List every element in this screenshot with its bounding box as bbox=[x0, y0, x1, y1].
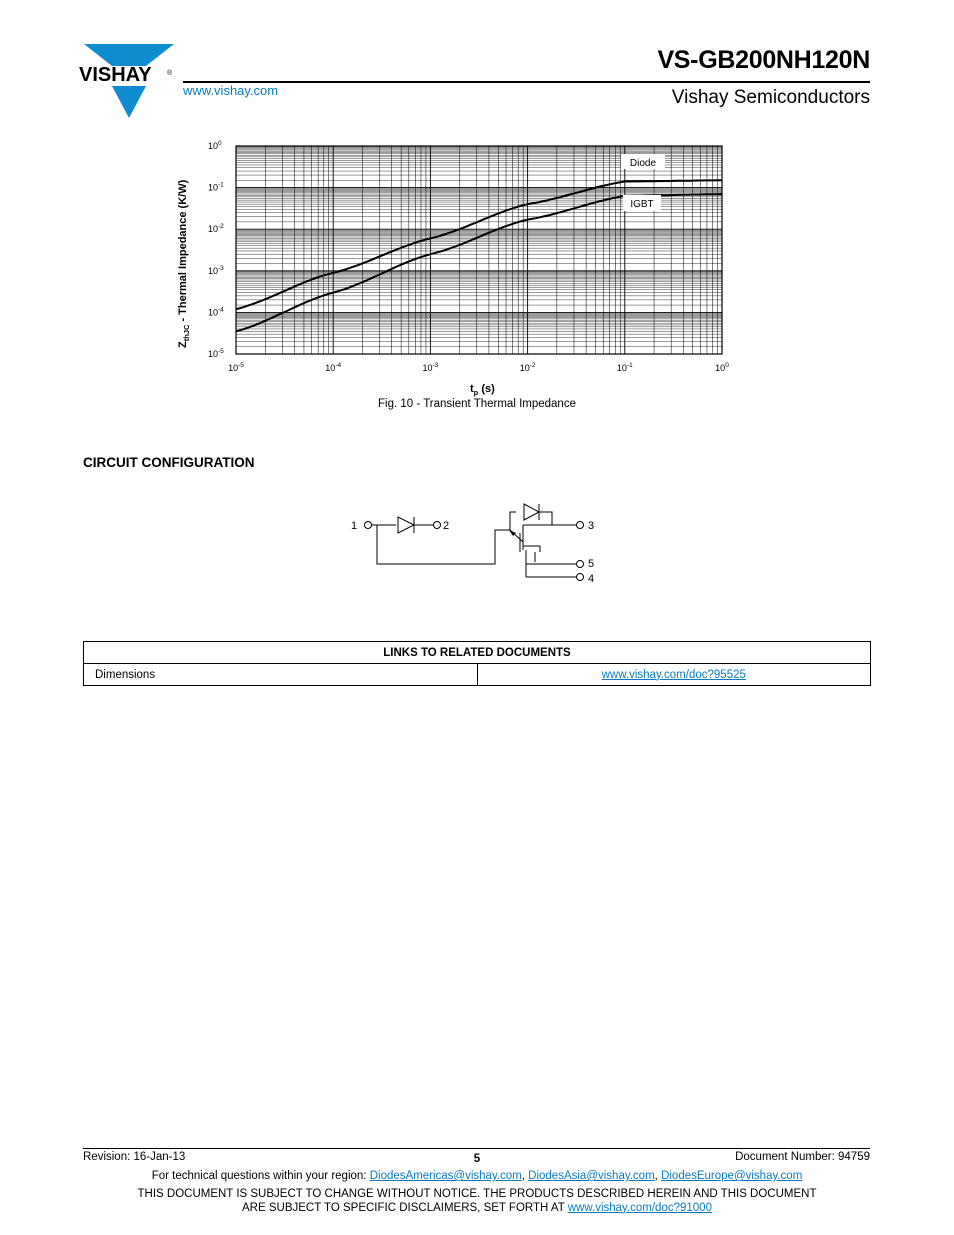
y-tick-label: $10^0$ bbox=[208, 140, 222, 151]
pin-5-label: 5 bbox=[588, 558, 595, 570]
svg-text:VISHAY: VISHAY bbox=[79, 64, 152, 86]
x-tick-label: $10^{-3}$ bbox=[422, 362, 439, 373]
y-tick-label: $10^{-1}$ bbox=[208, 181, 224, 193]
pin-2-label: 2 bbox=[443, 520, 450, 532]
dimensions-label: Dimensions bbox=[84, 664, 478, 686]
email-europe-link[interactable]: DiodesEurope@vishay.com bbox=[661, 1170, 803, 1182]
chart-grid bbox=[236, 146, 722, 354]
product-title: VS-GB200NH120N bbox=[657, 46, 870, 74]
legend-diode: Diode bbox=[629, 158, 657, 169]
figure-caption: Fig. 10 - Transient Thermal Impedance bbox=[378, 398, 576, 410]
company-name: Vishay Semiconductors bbox=[671, 87, 870, 108]
related-documents-header: LINKS TO RELATED DOCUMENTS bbox=[84, 642, 871, 664]
technical-contact: For technical questions within your region: DiodesAmericas@vishay.com, DiodesAsia@vishay.com, DiodesEurope@vishay.com bbox=[151, 1170, 803, 1182]
disclaimer-link[interactable]: www.vishay.com/doc?91000 bbox=[567, 1201, 712, 1214]
x-tick-label: $10^{-4}$ bbox=[325, 362, 342, 373]
email-asia-link[interactable]: DiodesAsia@vishay.com bbox=[528, 1170, 655, 1182]
legend-igbt-box bbox=[623, 195, 661, 211]
plot-frame bbox=[236, 146, 722, 354]
vishay-website-link[interactable]: www.vishay.com bbox=[183, 83, 279, 98]
pin-3-label: 3 bbox=[588, 520, 595, 532]
header-divider bbox=[183, 81, 870, 83]
document-number: Document Number: 94759 bbox=[735, 1151, 870, 1163]
circuit-diagram bbox=[340, 490, 620, 590]
page-number: 5 bbox=[473, 1153, 481, 1165]
pin-4-label: 4 bbox=[588, 573, 595, 585]
svg-text:®: ® bbox=[167, 70, 173, 77]
circuit-configuration-heading: CIRCUIT CONFIGURATION bbox=[83, 455, 255, 470]
pin-1-label: 1 bbox=[351, 520, 358, 532]
dimensions-link[interactable]: www.vishay.com/doc?95525 bbox=[601, 668, 746, 681]
email-americas-link[interactable]: DiodesAmericas@vishay.com bbox=[369, 1170, 522, 1182]
vishay-logo bbox=[76, 42, 180, 120]
y-tick-label: $10^{-3}$ bbox=[208, 264, 224, 276]
legend-igbt: IGBT bbox=[630, 199, 654, 210]
disclaimer: THIS DOCUMENT IS SUBJECT TO CHANGE WITHOUT NOTICE. THE PRODUCTS DESCRIBED HEREIN AND THIS DOCUMENT ARE SUBJECT TO SPECIFIC DISCLAIMERS, SET FORTH AT www.vishay.com/doc?91000 bbox=[137, 1188, 817, 1214]
x-tick-label: $10^0$ bbox=[715, 362, 729, 373]
x-tick-label: $10^{-5}$ bbox=[228, 362, 244, 373]
legend-diode-box bbox=[621, 154, 665, 169]
x-tick-label: $10^{-2}$ bbox=[519, 362, 536, 373]
x-axis-label: $t_p$ (s) bbox=[470, 383, 495, 397]
y-axis-label: $Z_{thJC}$ - Thermal Impedance (K/W) bbox=[177, 179, 191, 348]
related-documents-table bbox=[83, 641, 871, 686]
y-tick-label: $10^{-2}$ bbox=[208, 223, 224, 235]
series-line-igbt bbox=[236, 194, 722, 331]
x-tick-label: $10^{-1}$ bbox=[616, 362, 633, 373]
y-tick-label: $10^{-5}$ bbox=[208, 348, 224, 359]
y-tick-label: $10^{-4}$ bbox=[208, 306, 224, 318]
revision-date: Revision: 16-Jan-13 bbox=[83, 1151, 186, 1163]
footer-divider bbox=[83, 1148, 870, 1149]
thermal-impedance-chart bbox=[168, 136, 748, 398]
